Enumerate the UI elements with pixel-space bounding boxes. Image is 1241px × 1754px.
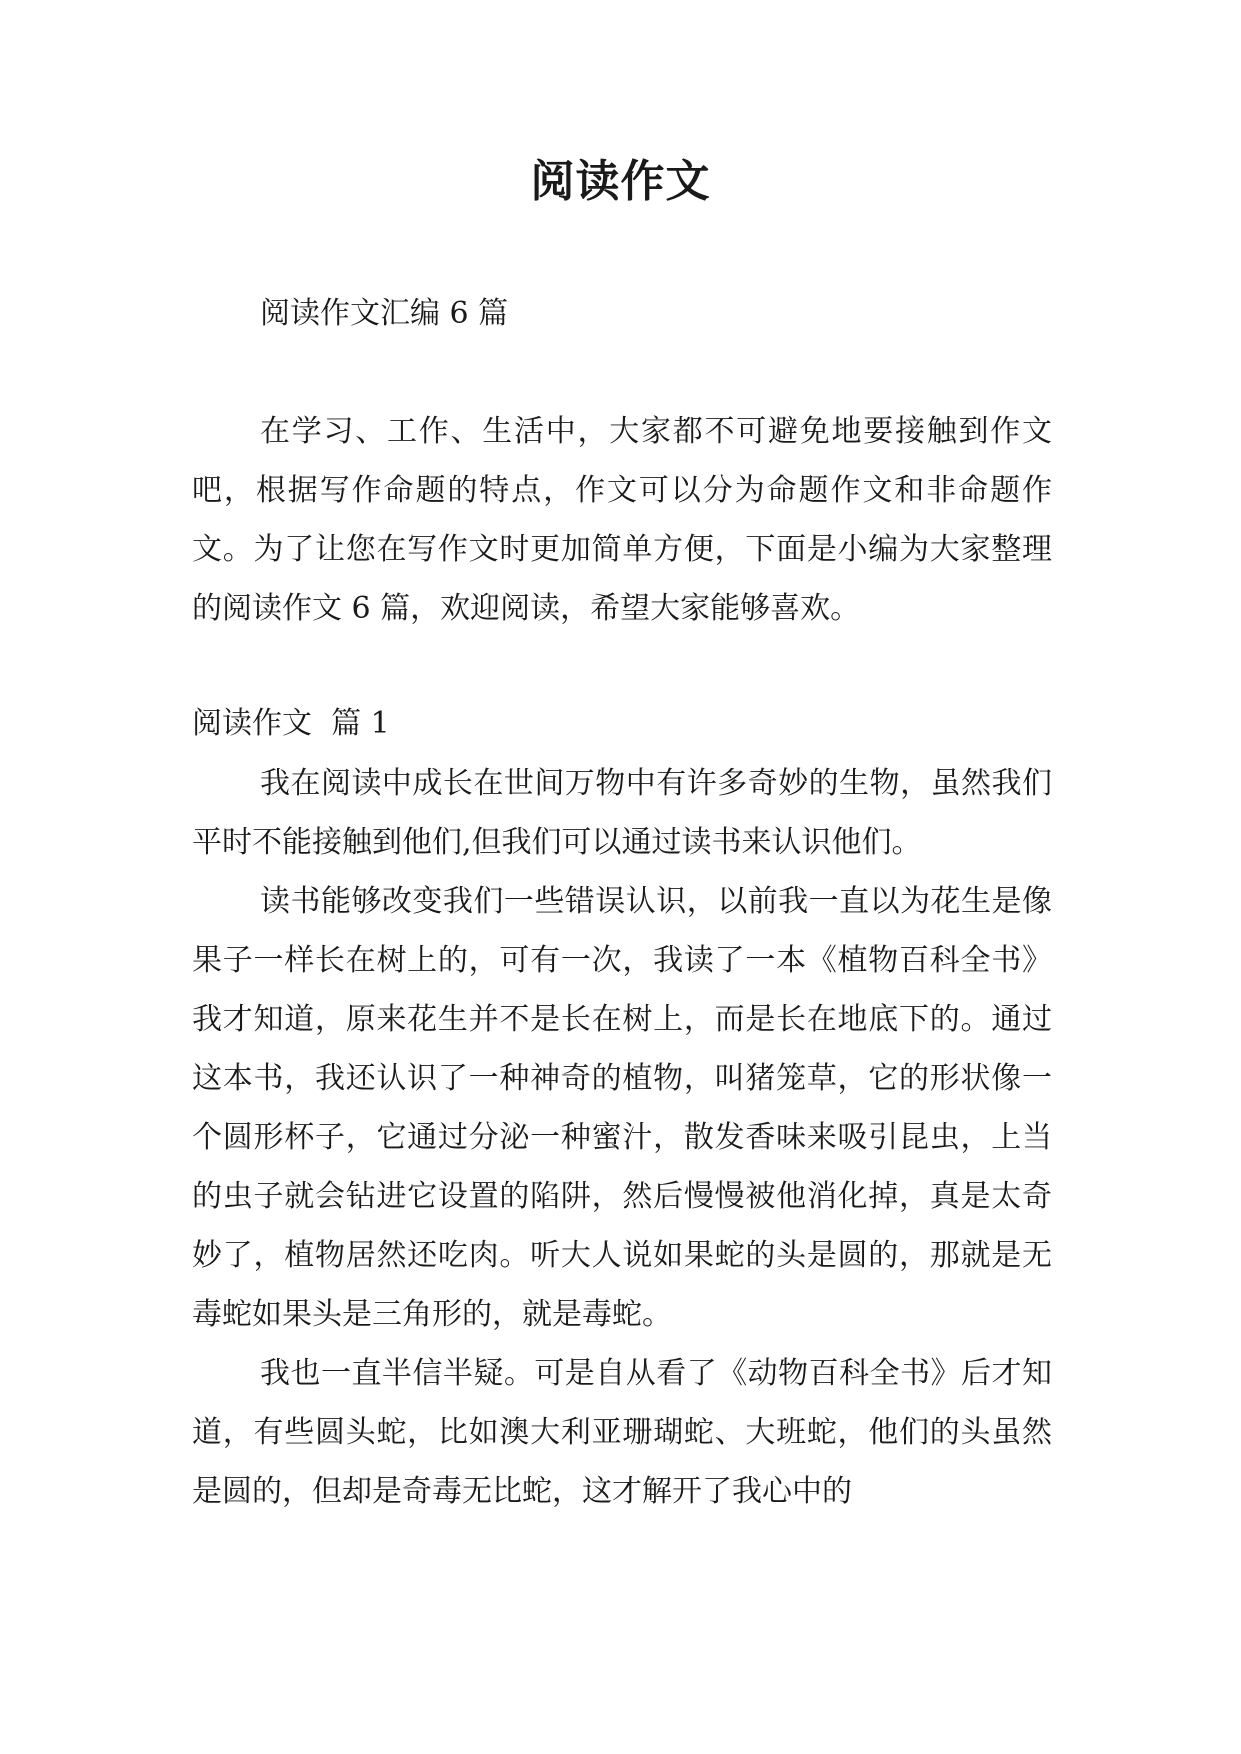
section-heading: 阅读作文 篇 1 xyxy=(192,706,390,741)
body-paragraph: 读书能够改变我们一些错误认识，以前我一直以为花生是像果子一样长在树上的，可有一次，我读了一本《植物百科全书》我才知道，原来花生并不是长在树上，而是长在地底下的。通过这本书，我还认识了一种神奇的植物，叫猪笼草，它的形状像一个圆形杯子，它通过分泌一种蜜汁，散发香味来吸引昆虫，上当的虫子就会钻进它设置的陷阱，然后慢慢被他消化掉，真是太奇妙了，植物居然还吃肉。听大人说如果蛇的头是圆的，那就是无毒蛇如果头是三角形的，就是毒蛇。 xyxy=(192,884,1052,1332)
body-paragraph: 我也一直半信半疑。可是自从看了《动物百科全书》后才知道，有些圆头蛇，比如澳大利亚珊瑚蛇、大班蛇，他们的头虽然是圆的，但却是奇毒无比蛇，这才解开了我心中的 xyxy=(192,1356,1052,1509)
document-subtitle: 阅读作文汇编 6 篇 xyxy=(260,296,509,331)
article-body xyxy=(192,754,1052,1521)
document-title: 阅读作文 xyxy=(530,156,711,207)
body-paragraph: 我在阅读中成长在世间万物中有许多奇妙的生物，虽然我们平时不能接触到他们,但我们可以通过读书来认识他们。 xyxy=(192,766,1052,860)
intro-paragraph: 在学习、工作、生活中，大家都不可避免地要接触到作文吧，根据写作命题的特点，作文可以分为命题作文和非命题作文。为了让您在写作文时更加简单方便，下面是小编为大家整理的阅读作文 6 篇，欢迎阅读，希望大家能够喜欢。 xyxy=(192,414,1052,626)
